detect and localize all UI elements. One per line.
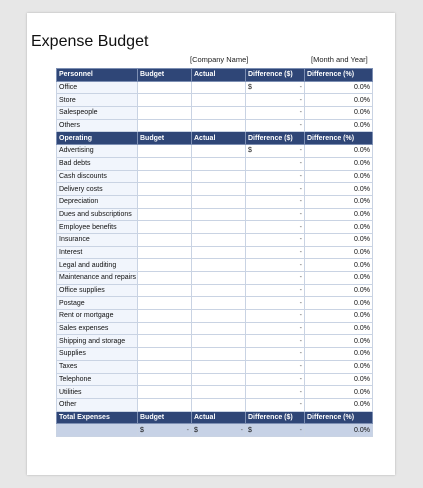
actual-cell[interactable] bbox=[192, 335, 246, 348]
budget-cell[interactable] bbox=[138, 233, 192, 246]
zero-dash: - bbox=[299, 185, 302, 193]
budget-cell[interactable] bbox=[138, 81, 192, 94]
difference-dollar-cell[interactable] bbox=[246, 335, 305, 348]
zero-dash: - bbox=[299, 248, 302, 256]
expense-category-label: Postage bbox=[57, 297, 138, 310]
budget-cell[interactable] bbox=[138, 272, 192, 285]
difference-percent-cell[interactable]: 0.0% bbox=[305, 348, 373, 361]
table-row bbox=[57, 170, 373, 183]
difference-dollar-cell[interactable] bbox=[246, 259, 305, 272]
expense-category-label: Taxes bbox=[57, 360, 138, 373]
zero-dash: - bbox=[299, 236, 302, 244]
budget-cell[interactable] bbox=[138, 348, 192, 361]
budget-cell[interactable] bbox=[138, 360, 192, 373]
table-row bbox=[57, 157, 373, 170]
actual-cell[interactable] bbox=[192, 94, 246, 107]
actual-cell[interactable] bbox=[192, 221, 246, 234]
expense-category-label: Utilities bbox=[57, 386, 138, 399]
currency-symbol: $ bbox=[248, 147, 252, 155]
actual-cell[interactable] bbox=[192, 259, 246, 272]
zero-dash: - bbox=[299, 160, 302, 168]
actual-cell[interactable] bbox=[192, 322, 246, 335]
zero-dash: - bbox=[299, 261, 302, 269]
budget-cell[interactable] bbox=[138, 183, 192, 196]
table-row bbox=[57, 335, 373, 348]
column-header-difference-percent: Difference (%) bbox=[305, 69, 373, 82]
column-header-actual: Actual bbox=[192, 411, 246, 424]
actual-cell[interactable] bbox=[192, 157, 246, 170]
difference-dollar-cell[interactable] bbox=[246, 208, 305, 221]
table-row bbox=[57, 81, 373, 94]
total-label-cell bbox=[57, 424, 138, 437]
expense-category-label: Insurance bbox=[57, 233, 138, 246]
difference-percent-cell[interactable]: 0.0% bbox=[305, 221, 373, 234]
zero-dash: - bbox=[299, 147, 302, 155]
budget-cell[interactable] bbox=[138, 284, 192, 297]
zero-dash: - bbox=[299, 84, 302, 92]
column-header-difference-percent: Difference (%) bbox=[305, 411, 373, 424]
difference-dollar-cell[interactable] bbox=[246, 107, 305, 120]
budget-cell[interactable] bbox=[138, 145, 192, 158]
difference-dollar-cell[interactable] bbox=[246, 360, 305, 373]
expense-category-label: Telephone bbox=[57, 373, 138, 386]
difference-dollar-cell[interactable] bbox=[246, 310, 305, 323]
currency-symbol: $ bbox=[248, 84, 252, 92]
zero-dash: - bbox=[299, 325, 302, 333]
expense-category-label: Delivery costs bbox=[57, 183, 138, 196]
budget-cell[interactable] bbox=[138, 297, 192, 310]
zero-dash: - bbox=[299, 210, 302, 218]
table-row bbox=[57, 221, 373, 234]
section-header-row bbox=[57, 69, 373, 82]
difference-percent-cell[interactable]: 0.0% bbox=[305, 259, 373, 272]
difference-percent-cell[interactable]: 0.0% bbox=[305, 284, 373, 297]
column-header-difference-dollar: Difference ($) bbox=[246, 411, 305, 424]
difference-percent-cell[interactable]: 0.0% bbox=[305, 94, 373, 107]
table-row bbox=[57, 348, 373, 361]
expense-category-label: Office bbox=[57, 81, 138, 94]
total-header-row bbox=[57, 411, 373, 424]
actual-cell[interactable] bbox=[192, 386, 246, 399]
difference-dollar-cell[interactable] bbox=[246, 284, 305, 297]
actual-cell[interactable] bbox=[192, 183, 246, 196]
table-row bbox=[57, 272, 373, 285]
zero-dash: - bbox=[299, 172, 302, 180]
difference-dollar-cell[interactable] bbox=[246, 297, 305, 310]
zero-dash: - bbox=[299, 223, 302, 231]
budget-cell[interactable] bbox=[138, 398, 192, 411]
page-title: Expense Budget bbox=[31, 33, 149, 50]
column-header-actual: Actual bbox=[192, 69, 246, 82]
expense-category-label: Legal and auditing bbox=[57, 259, 138, 272]
actual-cell[interactable] bbox=[192, 119, 246, 132]
difference-dollar-cell[interactable] bbox=[246, 145, 305, 158]
zero-dash: - bbox=[299, 350, 302, 358]
expense-category-label: Rent or mortgage bbox=[57, 310, 138, 323]
zero-dash: - bbox=[299, 122, 302, 130]
zero-dash: - bbox=[299, 96, 302, 104]
difference-dollar-cell[interactable] bbox=[246, 221, 305, 234]
difference-dollar-cell[interactable] bbox=[246, 348, 305, 361]
budget-cell[interactable] bbox=[138, 259, 192, 272]
budget-cell[interactable] bbox=[138, 335, 192, 348]
actual-cell[interactable] bbox=[192, 246, 246, 259]
expense-category-label: Bad debts bbox=[57, 157, 138, 170]
table-row bbox=[57, 386, 373, 399]
actual-cell[interactable] bbox=[192, 373, 246, 386]
expense-category-label: Salespeople bbox=[57, 107, 138, 120]
column-header-difference-dollar: Difference ($) bbox=[246, 132, 305, 145]
difference-percent-cell[interactable]: 0.0% bbox=[305, 81, 373, 94]
total-difference-percent-cell[interactable]: 0.0% bbox=[305, 424, 373, 437]
table-row bbox=[57, 360, 373, 373]
currency-symbol: $ bbox=[194, 426, 198, 434]
table-row bbox=[57, 233, 373, 246]
column-header-difference-percent: Difference (%) bbox=[305, 132, 373, 145]
difference-dollar-cell[interactable] bbox=[246, 94, 305, 107]
budget-cell[interactable] bbox=[138, 322, 192, 335]
difference-percent-cell[interactable]: 0.0% bbox=[305, 208, 373, 221]
difference-dollar-cell[interactable] bbox=[246, 81, 305, 94]
budget-cell[interactable] bbox=[138, 386, 192, 399]
zero-dash: - bbox=[299, 337, 302, 345]
difference-percent-cell[interactable]: 0.0% bbox=[305, 322, 373, 335]
company-name-placeholder[interactable]: [Company Name] bbox=[190, 55, 249, 64]
expense-category-label: Office supplies bbox=[57, 284, 138, 297]
difference-percent-cell[interactable]: 0.0% bbox=[305, 398, 373, 411]
actual-cell[interactable] bbox=[192, 297, 246, 310]
difference-dollar-cell[interactable] bbox=[246, 183, 305, 196]
month-year-placeholder[interactable]: [Month and Year] bbox=[311, 55, 368, 64]
budget-cell[interactable] bbox=[138, 221, 192, 234]
zero-dash: - bbox=[299, 287, 302, 295]
actual-cell[interactable] bbox=[192, 170, 246, 183]
actual-cell[interactable] bbox=[192, 81, 246, 94]
zero-dash: - bbox=[299, 299, 302, 307]
difference-percent-cell[interactable]: 0.0% bbox=[305, 157, 373, 170]
expense-category-label: Sales expenses bbox=[57, 322, 138, 335]
zero-dash: - bbox=[299, 388, 302, 396]
expense-category-label: Supplies bbox=[57, 348, 138, 361]
difference-dollar-cell[interactable] bbox=[246, 386, 305, 399]
zero-dash: - bbox=[299, 363, 302, 371]
difference-percent-cell[interactable]: 0.0% bbox=[305, 107, 373, 120]
expense-budget-table bbox=[56, 68, 373, 437]
zero-dash: - bbox=[299, 401, 302, 409]
actual-cell[interactable] bbox=[192, 195, 246, 208]
difference-dollar-cell[interactable] bbox=[246, 119, 305, 132]
budget-cell[interactable] bbox=[138, 208, 192, 221]
table-row bbox=[57, 107, 373, 120]
difference-dollar-cell[interactable] bbox=[246, 272, 305, 285]
expense-category-label: Store bbox=[57, 94, 138, 107]
column-header-actual: Actual bbox=[192, 132, 246, 145]
difference-percent-cell[interactable]: 0.0% bbox=[305, 119, 373, 132]
table-row bbox=[57, 119, 373, 132]
zero-dash: - bbox=[186, 426, 189, 434]
table-row bbox=[57, 183, 373, 196]
difference-dollar-cell[interactable] bbox=[246, 322, 305, 335]
expense-category-label: Others bbox=[57, 119, 138, 132]
difference-dollar-cell[interactable] bbox=[246, 398, 305, 411]
total-difference-dollar-cell[interactable] bbox=[246, 424, 305, 437]
table-row bbox=[57, 310, 373, 323]
table-row bbox=[57, 259, 373, 272]
difference-percent-cell[interactable]: 0.0% bbox=[305, 272, 373, 285]
difference-percent-cell[interactable]: 0.0% bbox=[305, 360, 373, 373]
difference-percent-cell[interactable]: 0.0% bbox=[305, 233, 373, 246]
difference-dollar-cell[interactable] bbox=[246, 246, 305, 259]
budget-cell[interactable] bbox=[138, 310, 192, 323]
difference-dollar-cell[interactable] bbox=[246, 233, 305, 246]
actual-cell[interactable] bbox=[192, 145, 246, 158]
column-header-budget: Budget bbox=[138, 411, 192, 424]
budget-cell[interactable] bbox=[138, 246, 192, 259]
table-row bbox=[57, 322, 373, 335]
budget-cell[interactable] bbox=[138, 157, 192, 170]
expense-category-label: Maintenance and repairs bbox=[57, 272, 138, 285]
currency-symbol: $ bbox=[248, 426, 252, 434]
section-header-row bbox=[57, 132, 373, 145]
difference-percent-cell[interactable]: 0.0% bbox=[305, 170, 373, 183]
total-row bbox=[57, 424, 373, 437]
currency-symbol: $ bbox=[140, 426, 144, 434]
column-header-budget: Budget bbox=[138, 69, 192, 82]
column-header-difference-dollar: Difference ($) bbox=[246, 69, 305, 82]
budget-cell[interactable] bbox=[138, 107, 192, 120]
section-header-label: Operating bbox=[57, 132, 138, 145]
total-actual-cell[interactable] bbox=[192, 424, 246, 437]
expense-category-label: Cash discounts bbox=[57, 170, 138, 183]
budget-cell[interactable] bbox=[138, 195, 192, 208]
budget-cell[interactable] bbox=[138, 170, 192, 183]
table-row bbox=[57, 246, 373, 259]
difference-percent-cell[interactable]: 0.0% bbox=[305, 195, 373, 208]
difference-percent-cell[interactable]: 0.0% bbox=[305, 183, 373, 196]
budget-cell[interactable] bbox=[138, 373, 192, 386]
zero-dash: - bbox=[299, 198, 302, 206]
difference-percent-cell[interactable]: 0.0% bbox=[305, 335, 373, 348]
section-header-label: Personnel bbox=[57, 69, 138, 82]
table-row bbox=[57, 297, 373, 310]
difference-dollar-cell[interactable] bbox=[246, 157, 305, 170]
difference-percent-cell[interactable]: 0.0% bbox=[305, 246, 373, 259]
difference-percent-cell[interactable]: 0.0% bbox=[305, 310, 373, 323]
actual-cell[interactable] bbox=[192, 272, 246, 285]
table-row bbox=[57, 145, 373, 158]
table-row bbox=[57, 284, 373, 297]
difference-dollar-cell[interactable] bbox=[246, 195, 305, 208]
actual-cell[interactable] bbox=[192, 310, 246, 323]
zero-dash: - bbox=[299, 109, 302, 117]
difference-percent-cell[interactable]: 0.0% bbox=[305, 386, 373, 399]
difference-dollar-cell[interactable] bbox=[246, 170, 305, 183]
expense-category-label: Other bbox=[57, 398, 138, 411]
difference-percent-cell[interactable]: 0.0% bbox=[305, 297, 373, 310]
actual-cell[interactable] bbox=[192, 284, 246, 297]
zero-dash: - bbox=[299, 274, 302, 282]
actual-cell[interactable] bbox=[192, 208, 246, 221]
section-header-label: Total Expenses bbox=[57, 411, 138, 424]
budget-cell[interactable] bbox=[138, 94, 192, 107]
table-row bbox=[57, 94, 373, 107]
difference-percent-cell[interactable]: 0.0% bbox=[305, 145, 373, 158]
budget-cell[interactable] bbox=[138, 119, 192, 132]
column-header-budget: Budget bbox=[138, 132, 192, 145]
actual-cell[interactable] bbox=[192, 398, 246, 411]
actual-cell[interactable] bbox=[192, 233, 246, 246]
table-row bbox=[57, 373, 373, 386]
expense-category-label: Dues and subscriptions bbox=[57, 208, 138, 221]
actual-cell[interactable] bbox=[192, 360, 246, 373]
actual-cell[interactable] bbox=[192, 107, 246, 120]
table-row bbox=[57, 398, 373, 411]
table-row bbox=[57, 195, 373, 208]
expense-category-label: Employee benefits bbox=[57, 221, 138, 234]
zero-dash: - bbox=[299, 426, 302, 434]
expense-category-label: Interest bbox=[57, 246, 138, 259]
expense-category-label: Shipping and storage bbox=[57, 335, 138, 348]
total-budget-cell[interactable] bbox=[138, 424, 192, 437]
table-row bbox=[57, 208, 373, 221]
zero-dash: - bbox=[240, 426, 243, 434]
expense-category-label: Depreciation bbox=[57, 195, 138, 208]
zero-dash: - bbox=[299, 375, 302, 383]
actual-cell[interactable] bbox=[192, 348, 246, 361]
difference-dollar-cell[interactable] bbox=[246, 373, 305, 386]
difference-percent-cell[interactable]: 0.0% bbox=[305, 373, 373, 386]
zero-dash: - bbox=[299, 312, 302, 320]
expense-category-label: Advertising bbox=[57, 145, 138, 158]
